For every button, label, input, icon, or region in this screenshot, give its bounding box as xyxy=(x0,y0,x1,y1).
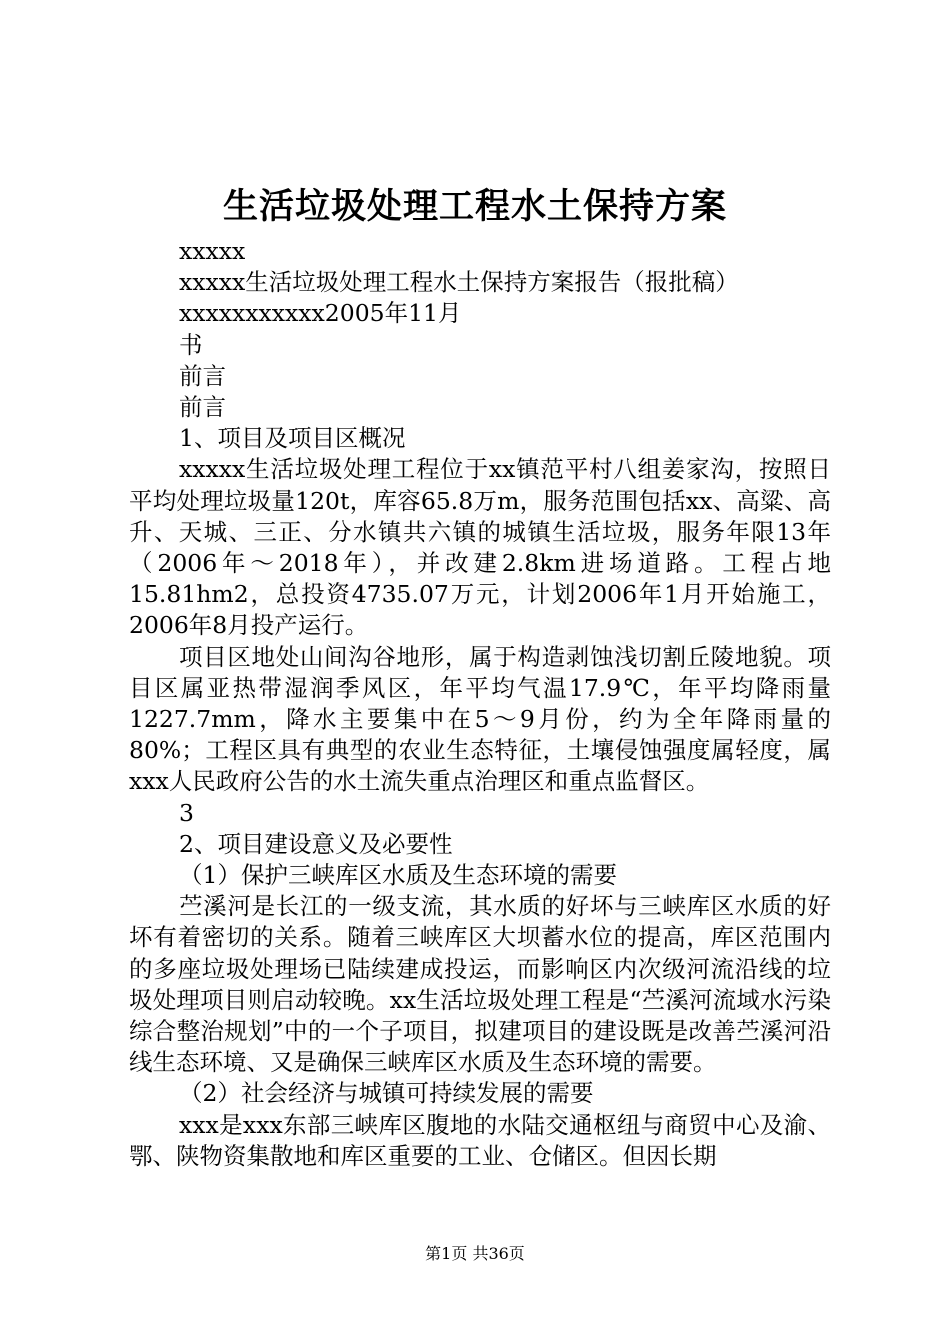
subheading-1: （1）保护三峡库区水质及生态环境的需要 xyxy=(179,861,617,890)
text-line-author: xxxxx xyxy=(179,237,246,265)
page-number-text: 3 xyxy=(179,798,194,827)
subheading-2: （2）社会经济与城镇可持续发展的需要 xyxy=(179,1079,594,1108)
text-line-date: xxxxxxxxxxx2005年11月 xyxy=(179,299,462,328)
text-line-book: 书 xyxy=(179,330,203,359)
page-footer: 第1页 共36页 xyxy=(425,1244,525,1263)
document-title: 生活垃圾处理工程水土保持方案 xyxy=(222,186,727,227)
section-heading-2: 2、项目建设意义及必要性 xyxy=(179,829,453,858)
paragraph-social-economy: xxx是xxx东部三峡库区腹地的水陆交通枢纽与商贸中心及渝、鄂、陕物资集散地和库区重要的工业、仓储区。但因长期 xyxy=(129,1110,831,1170)
text-line-preface-2: 前言 xyxy=(179,393,226,422)
text-line-preface-1: 前言 xyxy=(179,361,226,390)
document-body xyxy=(129,236,831,1172)
paragraph-water-quality: 苎溪河是长江的一级支流，其水质的好坏与三峡库区水质的好坏有着密切的关系。随着三峡库区大坝蓄水位的提高，库区范围内的多座垃圾处理场已陆续建成投运，而影响区内次级河流沿线的垃圾处理项目则启动较晚。xx生活垃圾处理工程是“苎溪河流域水污染综合整治规划”中的一个子项目，拟建项目的建设既是改善苎溪河沿线生态环境、又是确保三峡库区水质及生态环境的需要。 xyxy=(129,892,831,1077)
paragraph-project-area: 项目区地处山间沟谷地形，属于构造剥蚀浅切割丘陵地貌。项目区属亚热带湿润季风区，年平均气温17.9℃，年平均降雨量1227.7mm，降水主要集中在5～9月份，约为全年降雨量的80%；工程区具有典型的农业生态特征，土壤侵蚀强度属轻度，属xxx人民政府公告的水土流失重点治理区和重点监督区。 xyxy=(129,642,831,796)
section-heading-1: 1、项目及项目区概况 xyxy=(179,424,406,453)
paragraph-project-overview: xxxxx生活垃圾处理工程位于xx镇范平村八组姜家沟，按照日平均处理垃圾量120t，库容65.8万m，服务范围包括xx、高粱、高升、天城、三正、分水镇共六镇的城镇生活垃圾，服务年限13年（2006年～2018年），并改建2.8km进场道路。工程占地15.81hm2，总投资4735.07万元，计划2006年1月开始施工，2006年8月投产运行。 xyxy=(129,455,831,640)
text-line-report-title: xxxxx生活垃圾处理工程水土保持方案报告（报批稿） xyxy=(179,268,739,297)
